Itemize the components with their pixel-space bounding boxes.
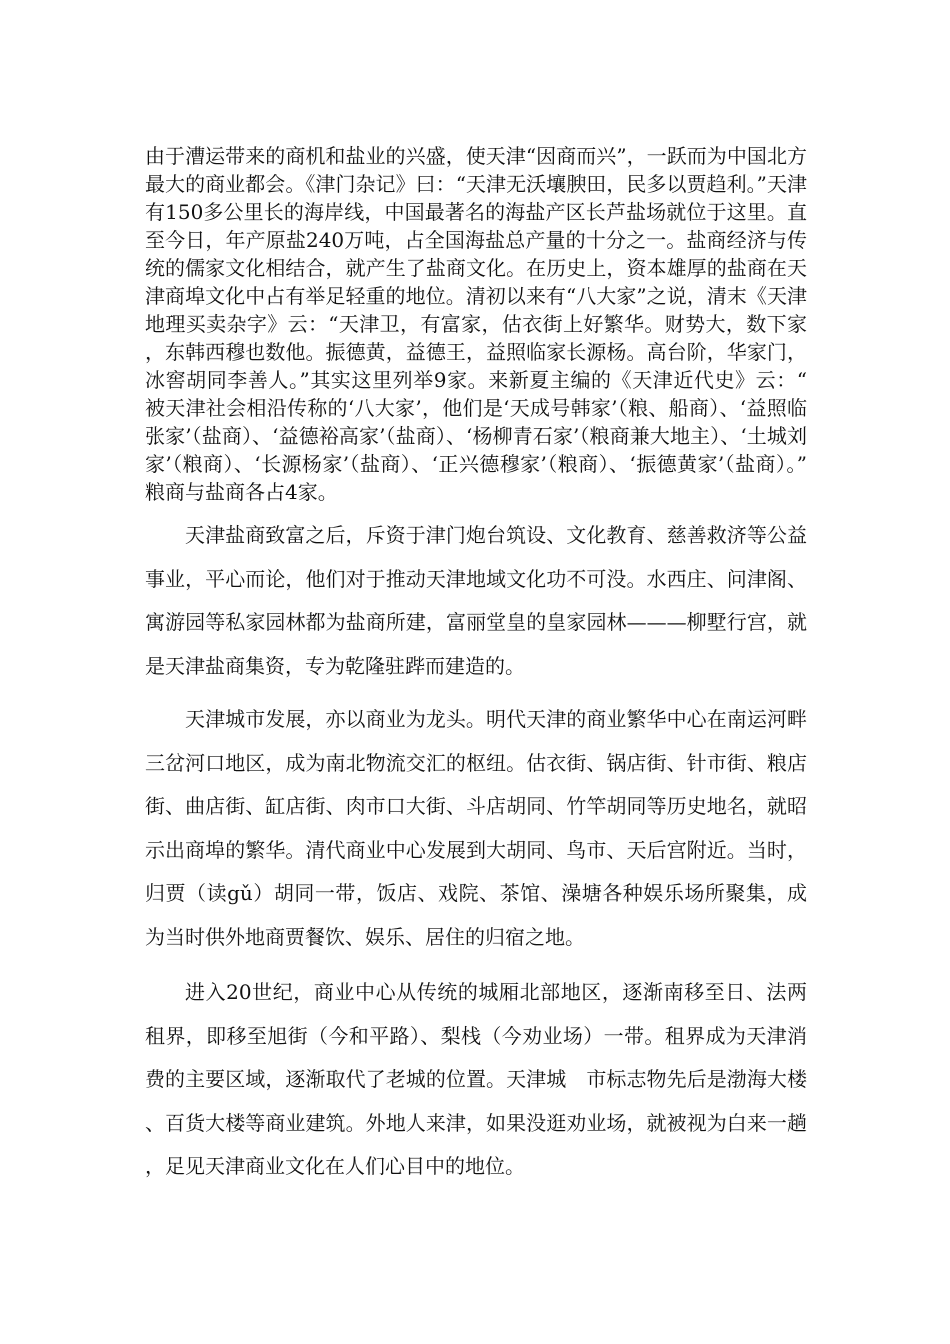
- paragraph-twentieth-century: 进入20世纪，商业中心从传统的城厢北部地区，逐渐南移至日、法两租界，即移至旭街（今和平路）、梨栈（今劝业场）一带。租界成为天津消费的主要区域，逐渐取代了老城的位置。天津城 市标志物先后是渤海大楼、百货大楼等商业建筑。外地人来津，如果没逛劝业场，就被视为白来一趟，足见天津商业文化在人们心目中的地位。: [145, 980, 807, 1178]
- paragraph-public-welfare: 天津盐商致富之后，斥资于津门炮台筑设、文化教育、慈善救济等公益事业，平心而论，他们对于推动天津地域文化功不可没。水西庄、问津阁、寓游园等私家园林都为盐商所建，富丽堂皇的皇家园林———柳墅行宫，就是天津盐商集资，专为乾隆驻跸而建造的。: [145, 523, 807, 678]
- document-page: [145, 142, 807, 1189]
- paragraph-salt-merchants: 由于漕运带来的商机和盐业的兴盛，使天津“因商而兴”，一跃而为中国北方最大的商业都会。《津门杂记》曰：“天津无沃壤腴田，民多以贾趋利。”天津有150多公里长的海岸线，中国最著名的海盐产区长芦盐场就位于这里。直至今日，年产原盐240万吨，占全国海盐总产量的十分之一。盐商经济与传统的儒家文化相结合，就产生了盐商文化。在历史上，资本雄厚的盐商在天津商埠文化中占有举足轻重的地位。清初以来有“八大家”之说，清末《天津地理买卖杂字》云：“天津卫，有富家，估衣街上好繁华。财势大，数下家，东韩西穆也数他。振德黄，益德王，益照临家长源杨。高台阶，华家门，冰窖胡同李善人。”其实这里列举9家。来新夏主编的《天津近代史》云：“被天津社会相沿传称的‘八大家’，他们是‘天成号韩家’（粮、船商）、‘益照临张家’（盐商）、‘益德裕高家’（盐商）、‘杨柳青石家’（粮商兼大地主）、‘土城刘家’（粮商）、‘长源杨家’（盐商）、‘正兴德穆家’（粮商）、‘振德黄家’（盐商）。”粮商与盐商各占4家。: [145, 144, 807, 504]
- paragraph-commerce-history: 天津城市发展，亦以商业为龙头。明代天津的商业繁华中心在南运河畔三岔河口地区，成为南北物流交汇的枢纽。估衣街、锅店街、针市街、粮店街、曲店街、缸店街、肉市口大街、斗店胡同、竹竿胡同等历史地名，就昭示出商埠的繁华。清代商业中心发展到大胡同、鸟市、天后宫附近。当时，归贾（读gǔ）胡同一带，饭店、戏院、茶馆、澡塘各种娱乐场所聚集，成为当时供外地商贾餐饮、娱乐、居住的归宿之地。: [145, 707, 807, 949]
